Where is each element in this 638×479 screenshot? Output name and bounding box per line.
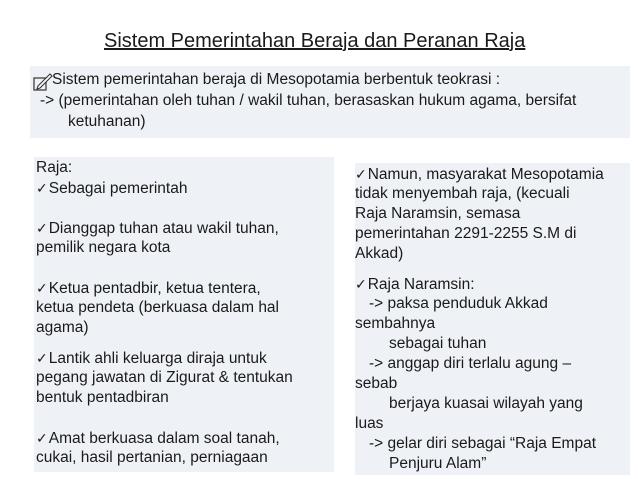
- checkmark-icon: ✓: [36, 350, 48, 366]
- list-item: ✓Sebagai pemerintah: [36, 180, 188, 197]
- list-item-cont: -> paksa penduduk Akkad: [369, 295, 548, 312]
- list-item-cont: tidak menyembah raja, (kecuali: [355, 185, 570, 202]
- list-item: ✓Namun, masyarakat Mesopotamia: [355, 166, 604, 183]
- list-item-cont: berjaya kuasai wilayah yang: [389, 395, 583, 412]
- intro-text-line2: -> (pemerintahan oleh tuhan / wakil tuhan, berasaskan hukum agama, bersifat: [40, 92, 577, 109]
- list-item-cont: Penjuru Alam”: [389, 455, 487, 472]
- slide-title: Sistem Pemerintahan Beraja dan Peranan Raja: [104, 30, 526, 52]
- checkmark-icon: ✓: [355, 166, 367, 182]
- list-item-cont: sebab: [355, 375, 398, 392]
- list-item: ✓Raja Naramsin:: [355, 276, 475, 293]
- intro-text-line1: Sistem pemerintahan beraja di Mesopotamia berbentuk teokrasi :: [52, 71, 501, 88]
- list-item-cont: ketua pendeta (berkuasa dalam hal: [36, 299, 279, 316]
- list-item-cont: pegang jawatan di Zigurat & tentukan: [36, 369, 293, 386]
- list-item-cont: sembahnya: [355, 315, 436, 332]
- checkmark-icon: ✓: [36, 180, 48, 196]
- right-column-naramsin: [355, 163, 630, 475]
- list-item-cont: luas: [355, 415, 384, 432]
- list-item-cont: sebagai tuhan: [389, 335, 487, 352]
- list-item-cont: cukai, hasil pertanian, perniagaan: [36, 449, 268, 466]
- list-item-cont: bentuk pentadbiran: [36, 389, 169, 406]
- raja-heading: Raja:: [36, 159, 73, 176]
- list-item: ✓Dianggap tuhan atau wakil tuhan,: [36, 220, 279, 237]
- list-item: ✓Amat berkuasa dalam soal tanah,: [36, 430, 280, 447]
- checkmark-icon: ✓: [36, 430, 48, 446]
- checkmark-icon: ✓: [36, 280, 48, 296]
- list-item-cont: -> gelar diri sebagai “Raja Empat: [369, 435, 597, 452]
- list-item: ✓Ketua pentadbir, ketua tentera,: [36, 280, 261, 297]
- list-item-cont: -> anggap diri terlalu agung –: [369, 355, 572, 372]
- checkmark-icon: ✓: [355, 276, 367, 292]
- list-item-cont: pemilik negara kota: [36, 239, 171, 256]
- pencil-checkbox-icon: [32, 71, 54, 93]
- list-item-cont: Akkad): [355, 245, 404, 262]
- left-column-raja: [34, 157, 334, 472]
- intro-box: [30, 66, 630, 138]
- list-item-cont: Raja Naramsin, semasa: [355, 205, 521, 222]
- checkmark-icon: ✓: [36, 220, 48, 236]
- list-item-cont: agama): [36, 319, 89, 336]
- list-item-cont: pemerintahan 2291-2255 S.M di: [355, 225, 577, 242]
- intro-text-line3: ketuhanan): [68, 113, 146, 130]
- list-item: ✓Lantik ahli keluarga diraja untuk: [36, 350, 267, 367]
